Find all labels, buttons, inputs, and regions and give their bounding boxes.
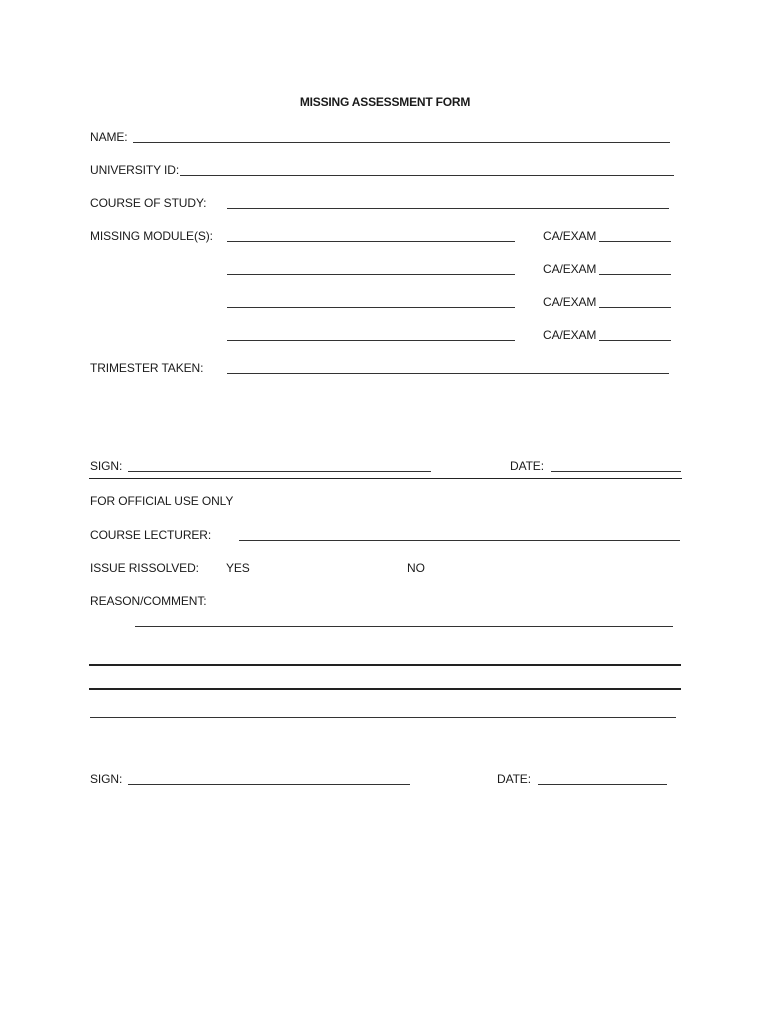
- course-of-study-label: COURSE OF STUDY:: [90, 196, 207, 210]
- missing-module-field-3[interactable]: [227, 307, 515, 308]
- official-sign-label: SIGN:: [90, 772, 123, 786]
- name-label: NAME:: [90, 130, 128, 144]
- missing-modules-label: MISSING MODULE(S):: [90, 229, 213, 243]
- ca-exam-label-4: CA/EXAM: [543, 328, 597, 342]
- ca-exam-label-3: CA/EXAM: [543, 295, 597, 309]
- section-divider: [89, 478, 682, 479]
- student-sign-label: SIGN:: [90, 459, 123, 473]
- issue-resolved-no-option[interactable]: NO: [407, 561, 425, 575]
- reason-comment-line-4[interactable]: [90, 717, 676, 718]
- reason-comment-line-1[interactable]: [135, 626, 673, 627]
- university-id-label: UNIVERSITY ID:: [90, 163, 180, 177]
- reason-comment-label: REASON/COMMENT:: [90, 594, 207, 608]
- missing-module-field-1[interactable]: [227, 241, 515, 242]
- official-date-field[interactable]: [538, 784, 667, 785]
- missing-module-field-2[interactable]: [227, 274, 515, 275]
- student-date-field[interactable]: [551, 471, 681, 472]
- official-use-heading: FOR OFFICIAL USE ONLY: [90, 494, 234, 508]
- issue-resolved-label: ISSUE RISSOLVED:: [90, 561, 199, 575]
- issue-resolved-yes-option[interactable]: YES: [226, 561, 250, 575]
- ca-exam-label-2: CA/EXAM: [543, 262, 597, 276]
- ca-exam-field-2[interactable]: [599, 274, 671, 275]
- reason-comment-line-3[interactable]: [89, 688, 681, 690]
- ca-exam-field-3[interactable]: [599, 307, 671, 308]
- trimester-taken-field[interactable]: [227, 373, 669, 374]
- form-title: MISSING ASSESSMENT FORM: [299, 95, 471, 109]
- reason-comment-line-2[interactable]: [89, 664, 681, 666]
- course-lecturer-label: COURSE LECTURER:: [90, 528, 212, 542]
- student-date-label: DATE:: [510, 459, 544, 473]
- name-field[interactable]: [133, 142, 670, 143]
- ca-exam-field-1[interactable]: [599, 241, 671, 242]
- university-id-field[interactable]: [180, 175, 674, 176]
- trimester-taken-label: TRIMESTER TAKEN:: [90, 361, 204, 375]
- ca-exam-label-1: CA/EXAM: [543, 229, 597, 243]
- official-date-label: DATE:: [497, 772, 531, 786]
- student-sign-field[interactable]: [128, 471, 431, 472]
- ca-exam-field-4[interactable]: [599, 340, 671, 341]
- course-of-study-field[interactable]: [227, 208, 669, 209]
- official-sign-field[interactable]: [128, 784, 410, 785]
- missing-module-field-4[interactable]: [227, 340, 515, 341]
- course-lecturer-field[interactable]: [239, 540, 680, 541]
